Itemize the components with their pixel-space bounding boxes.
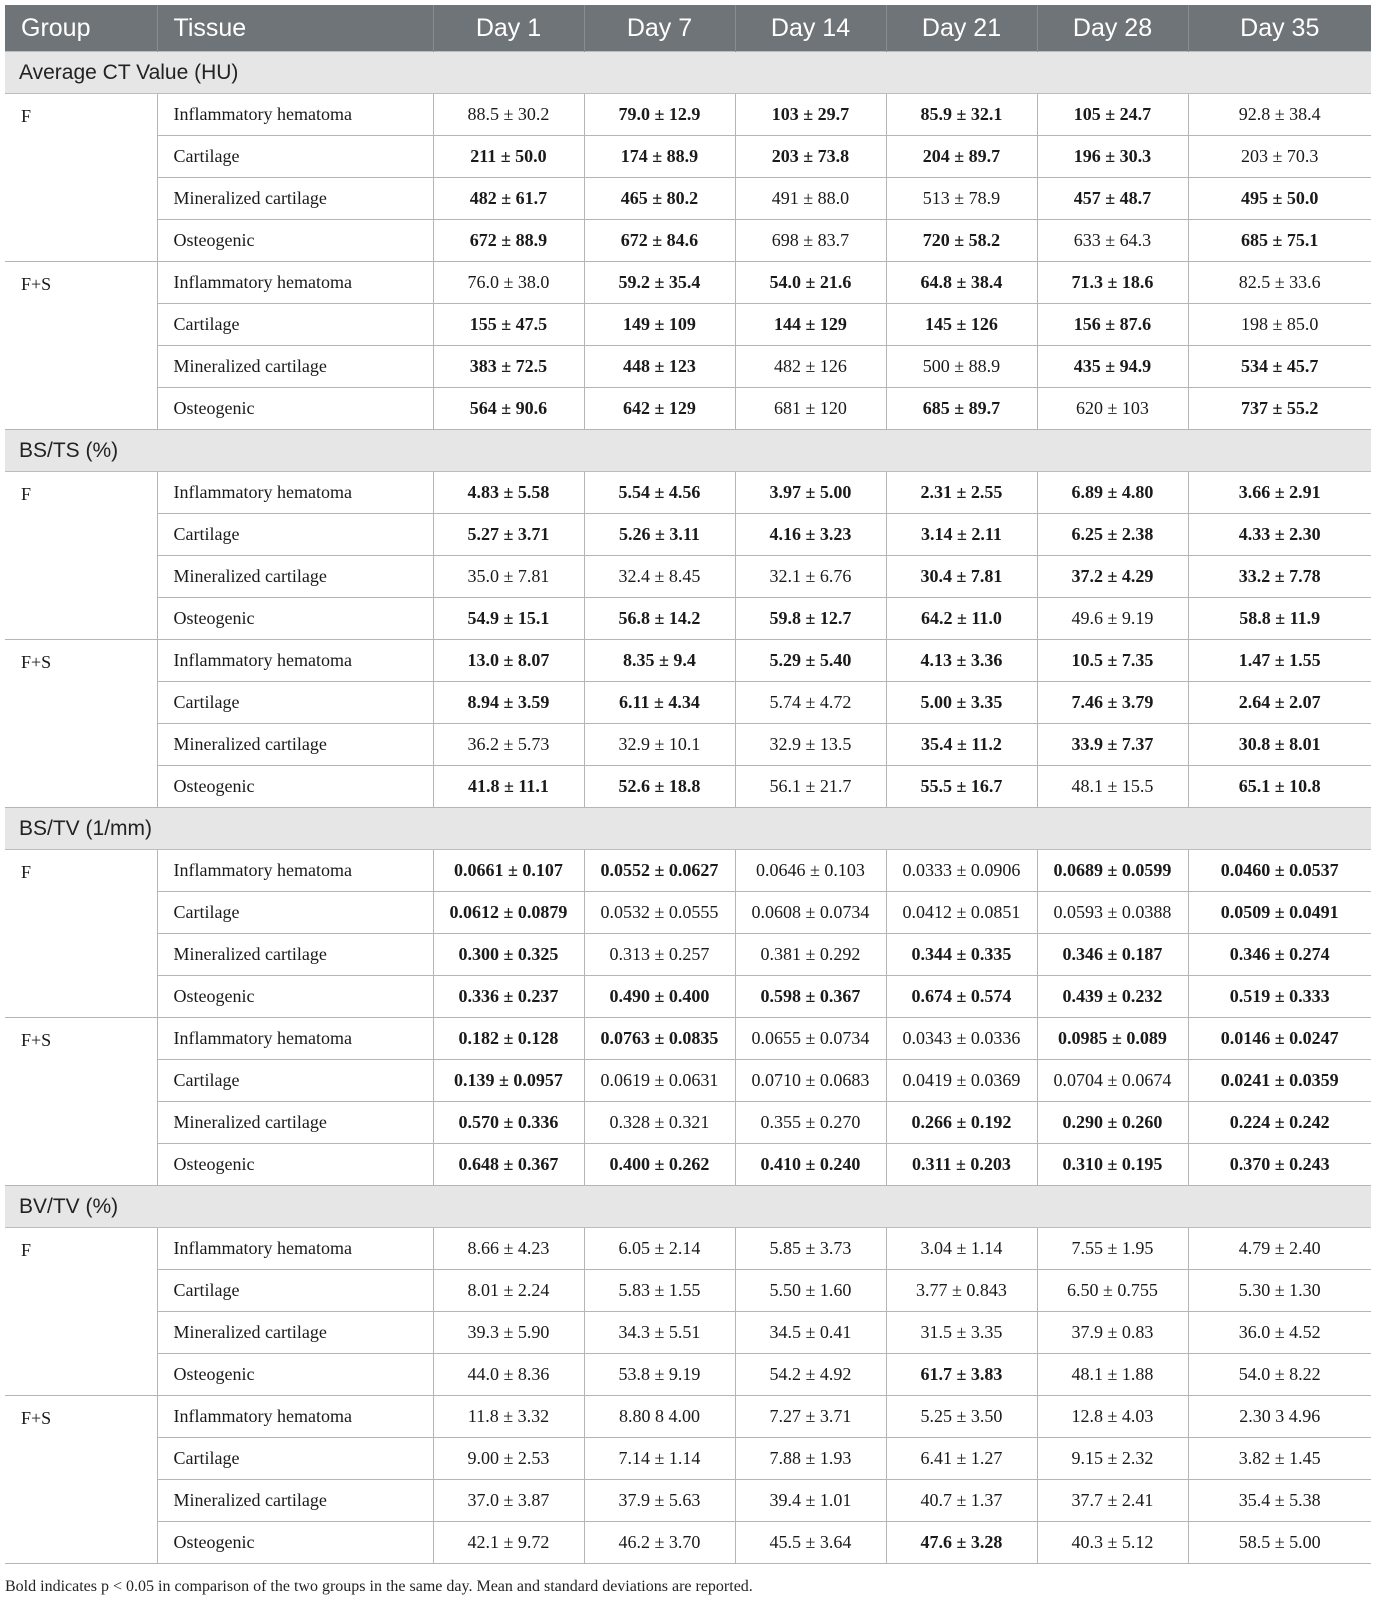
value-cell: 71.3 ± 18.6 (1037, 262, 1188, 304)
table-row (5, 1312, 1371, 1354)
value-cell: 9.15 ± 2.32 (1037, 1438, 1188, 1480)
value-cell: 457 ± 48.7 (1037, 178, 1188, 220)
table-row (5, 1522, 1371, 1564)
data-table (5, 5, 1371, 1564)
value-cell: 698 ± 83.7 (735, 220, 886, 262)
value-cell: 5.25 ± 3.50 (886, 1396, 1037, 1438)
tissue-label: Cartilage (157, 304, 433, 346)
tissue-label: Mineralized cartilage (157, 346, 433, 388)
tissue-label: Inflammatory hematoma (157, 850, 433, 892)
value-cell: 64.8 ± 38.4 (886, 262, 1037, 304)
value-cell: 491 ± 88.0 (735, 178, 886, 220)
value-cell: 54.2 ± 4.92 (735, 1354, 886, 1396)
value-cell: 55.5 ± 16.7 (886, 766, 1037, 808)
value-cell: 0.0710 ± 0.0683 (735, 1060, 886, 1102)
value-cell: 5.85 ± 3.73 (735, 1228, 886, 1270)
header-day-1: Day 1 (433, 5, 584, 52)
value-cell: 211 ± 50.0 (433, 136, 584, 178)
value-cell: 85.9 ± 32.1 (886, 94, 1037, 136)
value-cell: 2.64 ± 2.07 (1188, 682, 1371, 724)
table-row (5, 346, 1371, 388)
group-label: F+S (5, 1018, 157, 1186)
value-cell: 64.2 ± 11.0 (886, 598, 1037, 640)
value-cell: 9.00 ± 2.53 (433, 1438, 584, 1480)
table-row (5, 1354, 1371, 1396)
tissue-label: Cartilage (157, 1438, 433, 1480)
value-cell: 34.5 ± 0.41 (735, 1312, 886, 1354)
value-cell: 32.1 ± 6.76 (735, 556, 886, 598)
value-cell: 0.0619 ± 0.0631 (584, 1060, 735, 1102)
value-cell: 13.0 ± 8.07 (433, 640, 584, 682)
table-row (5, 976, 1371, 1018)
value-cell: 564 ± 90.6 (433, 388, 584, 430)
group-label: F+S (5, 262, 157, 430)
value-cell: 5.74 ± 4.72 (735, 682, 886, 724)
tissue-label: Mineralized cartilage (157, 1480, 433, 1522)
value-cell: 52.6 ± 18.8 (584, 766, 735, 808)
value-cell: 8.01 ± 2.24 (433, 1270, 584, 1312)
header-day-28: Day 28 (1037, 5, 1188, 52)
value-cell: 12.8 ± 4.03 (1037, 1396, 1188, 1438)
tissue-label: Mineralized cartilage (157, 724, 433, 766)
value-cell: 448 ± 123 (584, 346, 735, 388)
section-header-row (5, 430, 1371, 472)
value-cell: 737 ± 55.2 (1188, 388, 1371, 430)
value-cell: 681 ± 120 (735, 388, 886, 430)
value-cell: 1.47 ± 1.55 (1188, 640, 1371, 682)
table-row (5, 304, 1371, 346)
header-group: Group (5, 5, 157, 52)
value-cell: 35.4 ± 11.2 (886, 724, 1037, 766)
value-cell: 8.35 ± 9.4 (584, 640, 735, 682)
table-row (5, 724, 1371, 766)
value-cell: 3.66 ± 2.91 (1188, 472, 1371, 514)
table-row (5, 934, 1371, 976)
value-cell: 203 ± 70.3 (1188, 136, 1371, 178)
value-cell: 513 ± 78.9 (886, 178, 1037, 220)
value-cell: 0.0608 ± 0.0734 (735, 892, 886, 934)
value-cell: 0.300 ± 0.325 (433, 934, 584, 976)
value-cell: 58.5 ± 5.00 (1188, 1522, 1371, 1564)
value-cell: 79.0 ± 12.9 (584, 94, 735, 136)
value-cell: 0.139 ± 0.0957 (433, 1060, 584, 1102)
value-cell: 0.355 ± 0.270 (735, 1102, 886, 1144)
value-cell: 59.8 ± 12.7 (735, 598, 886, 640)
value-cell: 35.0 ± 7.81 (433, 556, 584, 598)
value-cell: 5.50 ± 1.60 (735, 1270, 886, 1312)
value-cell: 0.266 ± 0.192 (886, 1102, 1037, 1144)
value-cell: 3.77 ± 0.843 (886, 1270, 1037, 1312)
value-cell: 33.2 ± 7.78 (1188, 556, 1371, 598)
table-row (5, 220, 1371, 262)
header-row (5, 5, 1371, 52)
value-cell: 0.0509 ± 0.0491 (1188, 892, 1371, 934)
table-row (5, 1060, 1371, 1102)
value-cell: 5.29 ± 5.40 (735, 640, 886, 682)
value-cell: 0.598 ± 0.367 (735, 976, 886, 1018)
value-cell: 435 ± 94.9 (1037, 346, 1188, 388)
value-cell: 0.0593 ± 0.0388 (1037, 892, 1188, 934)
value-cell: 0.0646 ± 0.103 (735, 850, 886, 892)
value-cell: 58.8 ± 11.9 (1188, 598, 1371, 640)
value-cell: 39.3 ± 5.90 (433, 1312, 584, 1354)
table-row (5, 388, 1371, 430)
value-cell: 0.344 ± 0.335 (886, 934, 1037, 976)
tissue-label: Cartilage (157, 682, 433, 724)
value-cell: 0.0704 ± 0.0674 (1037, 1060, 1188, 1102)
value-cell: 500 ± 88.9 (886, 346, 1037, 388)
table-row (5, 472, 1371, 514)
value-cell: 0.328 ± 0.321 (584, 1102, 735, 1144)
section-title: BS/TV (1/mm) (5, 808, 1371, 850)
value-cell: 47.6 ± 3.28 (886, 1522, 1037, 1564)
value-cell: 672 ± 84.6 (584, 220, 735, 262)
value-cell: 0.310 ± 0.195 (1037, 1144, 1188, 1186)
tissue-label: Inflammatory hematoma (157, 472, 433, 514)
value-cell: 0.346 ± 0.274 (1188, 934, 1371, 976)
tissue-label: Inflammatory hematoma (157, 94, 433, 136)
value-cell: 0.570 ± 0.336 (433, 1102, 584, 1144)
tissue-label: Inflammatory hematoma (157, 640, 433, 682)
value-cell: 49.6 ± 9.19 (1037, 598, 1188, 640)
value-cell: 6.41 ± 1.27 (886, 1438, 1037, 1480)
table-row (5, 136, 1371, 178)
value-cell: 41.8 ± 11.1 (433, 766, 584, 808)
value-cell: 56.8 ± 14.2 (584, 598, 735, 640)
value-cell: 5.27 ± 3.71 (433, 514, 584, 556)
section-header-row (5, 808, 1371, 850)
table-row (5, 1438, 1371, 1480)
value-cell: 54.0 ± 8.22 (1188, 1354, 1371, 1396)
value-cell: 37.9 ± 5.63 (584, 1480, 735, 1522)
value-cell: 642 ± 129 (584, 388, 735, 430)
value-cell: 103 ± 29.7 (735, 94, 886, 136)
value-cell: 32.9 ± 13.5 (735, 724, 886, 766)
header-day-21: Day 21 (886, 5, 1037, 52)
value-cell: 0.370 ± 0.243 (1188, 1144, 1371, 1186)
value-cell: 8.80 8 4.00 (584, 1396, 735, 1438)
table-row (5, 178, 1371, 220)
table-body (5, 52, 1371, 1564)
value-cell: 156 ± 87.6 (1037, 304, 1188, 346)
value-cell: 37.0 ± 3.87 (433, 1480, 584, 1522)
value-cell: 5.30 ± 1.30 (1188, 1270, 1371, 1312)
table-row (5, 682, 1371, 724)
tissue-label: Cartilage (157, 892, 433, 934)
tissue-label: Inflammatory hematoma (157, 1018, 433, 1060)
value-cell: 0.0333 ± 0.0906 (886, 850, 1037, 892)
value-cell: 45.5 ± 3.64 (735, 1522, 886, 1564)
value-cell: 40.7 ± 1.37 (886, 1480, 1037, 1522)
value-cell: 0.0763 ± 0.0835 (584, 1018, 735, 1060)
value-cell: 465 ± 80.2 (584, 178, 735, 220)
value-cell: 0.0612 ± 0.0879 (433, 892, 584, 934)
table-row (5, 1018, 1371, 1060)
group-label: F (5, 94, 157, 262)
tissue-label: Osteogenic (157, 388, 433, 430)
value-cell: 633 ± 64.3 (1037, 220, 1188, 262)
value-cell: 32.9 ± 10.1 (584, 724, 735, 766)
table-footnote: Bold indicates p < 0.05 in comparison of the two groups in the same day. Mean and standard deviations are reported. (5, 1578, 753, 1595)
tissue-label: Cartilage (157, 514, 433, 556)
value-cell: 61.7 ± 3.83 (886, 1354, 1037, 1396)
value-cell: 4.83 ± 5.58 (433, 472, 584, 514)
value-cell: 36.2 ± 5.73 (433, 724, 584, 766)
value-cell: 482 ± 61.7 (433, 178, 584, 220)
value-cell: 495 ± 50.0 (1188, 178, 1371, 220)
value-cell: 10.5 ± 7.35 (1037, 640, 1188, 682)
value-cell: 54.0 ± 21.6 (735, 262, 886, 304)
table-row (5, 850, 1371, 892)
value-cell: 56.1 ± 21.7 (735, 766, 886, 808)
value-cell: 0.381 ± 0.292 (735, 934, 886, 976)
value-cell: 149 ± 109 (584, 304, 735, 346)
tissue-label: Cartilage (157, 136, 433, 178)
value-cell: 33.9 ± 7.37 (1037, 724, 1188, 766)
value-cell: 0.648 ± 0.367 (433, 1144, 584, 1186)
header-day-7: Day 7 (584, 5, 735, 52)
value-cell: 30.4 ± 7.81 (886, 556, 1037, 598)
value-cell: 88.5 ± 30.2 (433, 94, 584, 136)
tissue-label: Mineralized cartilage (157, 556, 433, 598)
value-cell: 0.674 ± 0.574 (886, 976, 1037, 1018)
table-row (5, 1228, 1371, 1270)
value-cell: 36.0 ± 4.52 (1188, 1312, 1371, 1354)
value-cell: 105 ± 24.7 (1037, 94, 1188, 136)
value-cell: 3.82 ± 1.45 (1188, 1438, 1371, 1480)
tissue-label: Osteogenic (157, 976, 433, 1018)
value-cell: 0.224 ± 0.242 (1188, 1102, 1371, 1144)
value-cell: 0.0460 ± 0.0537 (1188, 850, 1371, 892)
section-header-row (5, 1186, 1371, 1228)
value-cell: 155 ± 47.5 (433, 304, 584, 346)
value-cell: 53.8 ± 9.19 (584, 1354, 735, 1396)
header-tissue: Tissue (157, 5, 433, 52)
value-cell: 48.1 ± 1.88 (1037, 1354, 1188, 1396)
value-cell: 35.4 ± 5.38 (1188, 1480, 1371, 1522)
group-label: F (5, 1228, 157, 1396)
tissue-label: Mineralized cartilage (157, 1312, 433, 1354)
value-cell: 0.0419 ± 0.0369 (886, 1060, 1037, 1102)
value-cell: 34.3 ± 5.51 (584, 1312, 735, 1354)
tissue-label: Osteogenic (157, 220, 433, 262)
value-cell: 0.519 ± 0.333 (1188, 976, 1371, 1018)
value-cell: 0.0412 ± 0.0851 (886, 892, 1037, 934)
tissue-label: Osteogenic (157, 766, 433, 808)
value-cell: 59.2 ± 35.4 (584, 262, 735, 304)
value-cell: 76.0 ± 38.0 (433, 262, 584, 304)
header-day-35: Day 35 (1188, 5, 1371, 52)
value-cell: 44.0 ± 8.36 (433, 1354, 584, 1396)
value-cell: 30.8 ± 8.01 (1188, 724, 1371, 766)
group-label: F+S (5, 1396, 157, 1564)
value-cell: 0.346 ± 0.187 (1037, 934, 1188, 976)
value-cell: 3.97 ± 5.00 (735, 472, 886, 514)
tissue-label: Osteogenic (157, 598, 433, 640)
value-cell: 0.182 ± 0.128 (433, 1018, 584, 1060)
value-cell: 65.1 ± 10.8 (1188, 766, 1371, 808)
value-cell: 31.5 ± 3.35 (886, 1312, 1037, 1354)
section-title: Average CT Value (HU) (5, 52, 1371, 94)
value-cell: 0.0985 ± 0.089 (1037, 1018, 1188, 1060)
table-row (5, 94, 1371, 136)
table-row (5, 892, 1371, 934)
table-row (5, 1102, 1371, 1144)
group-label: F (5, 850, 157, 1018)
value-cell: 4.16 ± 3.23 (735, 514, 886, 556)
value-cell: 8.66 ± 4.23 (433, 1228, 584, 1270)
data-table-container (5, 5, 1371, 1564)
value-cell: 0.490 ± 0.400 (584, 976, 735, 1018)
value-cell: 40.3 ± 5.12 (1037, 1522, 1188, 1564)
value-cell: 5.26 ± 3.11 (584, 514, 735, 556)
tissue-label: Mineralized cartilage (157, 178, 433, 220)
value-cell: 0.0552 ± 0.0627 (584, 850, 735, 892)
value-cell: 482 ± 126 (735, 346, 886, 388)
value-cell: 37.9 ± 0.83 (1037, 1312, 1188, 1354)
table-row (5, 640, 1371, 682)
table-row (5, 1480, 1371, 1522)
section-title: BS/TS (%) (5, 430, 1371, 472)
value-cell: 46.2 ± 3.70 (584, 1522, 735, 1564)
value-cell: 6.05 ± 2.14 (584, 1228, 735, 1270)
tissue-label: Mineralized cartilage (157, 934, 433, 976)
value-cell: 0.311 ± 0.203 (886, 1144, 1037, 1186)
value-cell: 0.400 ± 0.262 (584, 1144, 735, 1186)
value-cell: 0.0689 ± 0.0599 (1037, 850, 1188, 892)
value-cell: 7.46 ± 3.79 (1037, 682, 1188, 724)
value-cell: 2.31 ± 2.55 (886, 472, 1037, 514)
table-row (5, 262, 1371, 304)
value-cell: 204 ± 89.7 (886, 136, 1037, 178)
value-cell: 8.94 ± 3.59 (433, 682, 584, 724)
value-cell: 5.00 ± 3.35 (886, 682, 1037, 724)
value-cell: 0.0146 ± 0.0247 (1188, 1018, 1371, 1060)
value-cell: 3.04 ± 1.14 (886, 1228, 1037, 1270)
value-cell: 6.25 ± 2.38 (1037, 514, 1188, 556)
value-cell: 383 ± 72.5 (433, 346, 584, 388)
value-cell: 4.13 ± 3.36 (886, 640, 1037, 682)
tissue-label: Osteogenic (157, 1354, 433, 1396)
value-cell: 174 ± 88.9 (584, 136, 735, 178)
value-cell: 685 ± 89.7 (886, 388, 1037, 430)
value-cell: 4.79 ± 2.40 (1188, 1228, 1371, 1270)
value-cell: 196 ± 30.3 (1037, 136, 1188, 178)
value-cell: 5.54 ± 4.56 (584, 472, 735, 514)
tissue-label: Osteogenic (157, 1522, 433, 1564)
value-cell: 145 ± 126 (886, 304, 1037, 346)
table-row (5, 514, 1371, 556)
table-row (5, 1270, 1371, 1312)
value-cell: 0.439 ± 0.232 (1037, 976, 1188, 1018)
table-row (5, 1396, 1371, 1438)
value-cell: 0.290 ± 0.260 (1037, 1102, 1188, 1144)
value-cell: 92.8 ± 38.4 (1188, 94, 1371, 136)
value-cell: 0.313 ± 0.257 (584, 934, 735, 976)
value-cell: 0.0532 ± 0.0555 (584, 892, 735, 934)
tissue-label: Inflammatory hematoma (157, 1228, 433, 1270)
group-label: F+S (5, 640, 157, 808)
value-cell: 6.89 ± 4.80 (1037, 472, 1188, 514)
value-cell: 7.14 ± 1.14 (584, 1438, 735, 1480)
value-cell: 0.336 ± 0.237 (433, 976, 584, 1018)
group-label: F (5, 472, 157, 640)
value-cell: 2.30 3 4.96 (1188, 1396, 1371, 1438)
table-row (5, 766, 1371, 808)
value-cell: 672 ± 88.9 (433, 220, 584, 262)
value-cell: 0.0241 ± 0.0359 (1188, 1060, 1371, 1102)
header-day-14: Day 14 (735, 5, 886, 52)
value-cell: 11.8 ± 3.32 (433, 1396, 584, 1438)
value-cell: 6.50 ± 0.755 (1037, 1270, 1188, 1312)
value-cell: 7.55 ± 1.95 (1037, 1228, 1188, 1270)
tissue-label: Cartilage (157, 1060, 433, 1102)
tissue-label: Cartilage (157, 1270, 433, 1312)
value-cell: 7.88 ± 1.93 (735, 1438, 886, 1480)
value-cell: 6.11 ± 4.34 (584, 682, 735, 724)
table-row (5, 1144, 1371, 1186)
section-header-row (5, 52, 1371, 94)
value-cell: 0.0343 ± 0.0336 (886, 1018, 1037, 1060)
value-cell: 42.1 ± 9.72 (433, 1522, 584, 1564)
value-cell: 3.14 ± 2.11 (886, 514, 1037, 556)
value-cell: 685 ± 75.1 (1188, 220, 1371, 262)
table-row (5, 598, 1371, 640)
value-cell: 0.0655 ± 0.0734 (735, 1018, 886, 1060)
value-cell: 144 ± 129 (735, 304, 886, 346)
tissue-label: Inflammatory hematoma (157, 262, 433, 304)
value-cell: 39.4 ± 1.01 (735, 1480, 886, 1522)
value-cell: 37.7 ± 2.41 (1037, 1480, 1188, 1522)
value-cell: 37.2 ± 4.29 (1037, 556, 1188, 598)
value-cell: 620 ± 103 (1037, 388, 1188, 430)
value-cell: 534 ± 45.7 (1188, 346, 1371, 388)
tissue-label: Inflammatory hematoma (157, 1396, 433, 1438)
tissue-label: Osteogenic (157, 1144, 433, 1186)
value-cell: 82.5 ± 33.6 (1188, 262, 1371, 304)
value-cell: 32.4 ± 8.45 (584, 556, 735, 598)
value-cell: 7.27 ± 3.71 (735, 1396, 886, 1438)
tissue-label: Mineralized cartilage (157, 1102, 433, 1144)
value-cell: 720 ± 58.2 (886, 220, 1037, 262)
value-cell: 203 ± 73.8 (735, 136, 886, 178)
value-cell: 48.1 ± 15.5 (1037, 766, 1188, 808)
value-cell: 4.33 ± 2.30 (1188, 514, 1371, 556)
value-cell: 5.83 ± 1.55 (584, 1270, 735, 1312)
value-cell: 198 ± 85.0 (1188, 304, 1371, 346)
table-row (5, 556, 1371, 598)
value-cell: 0.0661 ± 0.107 (433, 850, 584, 892)
value-cell: 54.9 ± 15.1 (433, 598, 584, 640)
section-title: BV/TV (%) (5, 1186, 1371, 1228)
value-cell: 0.410 ± 0.240 (735, 1144, 886, 1186)
